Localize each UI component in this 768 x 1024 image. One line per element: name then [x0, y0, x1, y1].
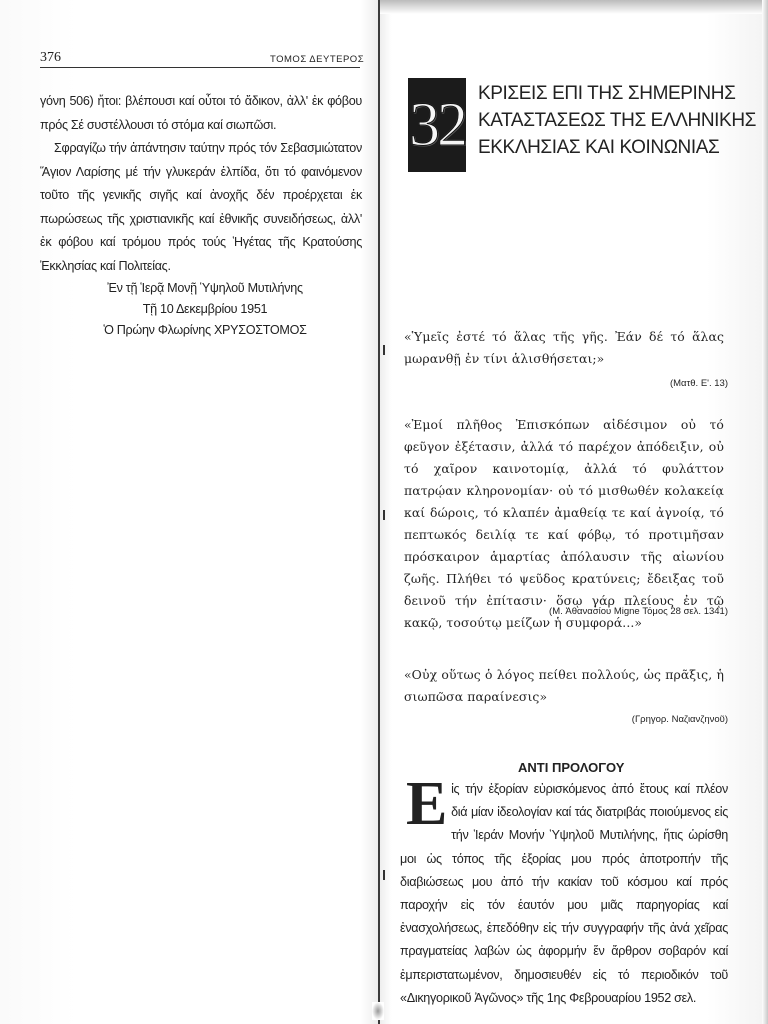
page-number: 376: [40, 50, 61, 65]
section-heading: ΑΝΤΙ ΠΡΟΛΟΓΟΥ: [518, 760, 625, 775]
signature-block: [90, 278, 320, 341]
signature-name: Ὁ Πρώην Φλωρίνης ΧΡΥΣΟΣΤΟΜΟΣ: [103, 323, 307, 337]
scan-smudge: [372, 1002, 384, 1020]
body-paragraph: ἰς τήν ἐξορίαν εὑρισκόμενος ἀπό ἔτους καί πλέον διά μίαν ἰδεολογίαν καί τάς διατριβάς ποιούμενος εἰς τήν Ἱεράν Μονήν Ὑψηλοῦ Μυτιλήνης, ἥτις ὡρίσθη μοι ὡς τόπος τῆς ἐξορίας μου πρός ἀποτροπήν τῆς διαβιώσεως μου ἀπό τήν κακίαν τοῦ κόσμου καί πρός παροχήν εἰς τόν ἑαυτόν μου μιᾶς παρηγορίας καί ἐνασχολήσεως, ἐπεδόθην εἰς τήν συγγραφήν τῆς ἀνά χεῖρας πραγματείας λαβών ὡς ἀφορμήν ἕν ἄρθρον σοβαρόν καί ἐμπεριστατωμένον, δημοσιευθέν εἰς τό περιοδικόν τοῦ «Δικηγορικοῦ Ἀγῶνος» τῆς 1ης Φεβρουαρίου 1952 σελ.: [400, 782, 728, 1005]
epigraph-quote-1: «Ὑμεῖς ἐστέ τό ἅλας τῆς γῆς. Ἐάν δέ τό ἅλας μωρανθῇ ἐν τίνι ἁλισθήσεται;»: [404, 329, 724, 366]
epigraph-cite-1: (Ματθ. Ε'. 13): [669, 378, 728, 389]
signature-date: Τῇ 10 Δεκεμβρίου 1951: [142, 302, 268, 316]
margin-mark: [383, 510, 385, 520]
signature-place: Ἐν τῇ Ἱερᾷ Μονῇ Ὑψηλοῦ Μυτιλήνης: [107, 281, 303, 295]
left-page-text: [40, 90, 362, 278]
epigraph-cite-3: (Γρηγορ. Ναζιανζηνοῦ): [631, 714, 728, 725]
paragraph-closing: Σφραγίζω τήν ἀπάντησιν ταύτην πρός τόν Σεβασμιώτατον Ἅγιον Λαρίσης μέ τήν γλυκεράν ἐλπίδα, ὅτι τό φαινόμενον τοῦτο τῆς γενικῆς σιγῆς καί ἀνοχῆς δέν προέρχεται ἐκ πωρώσεως τῆς χριστιανικῆς καί ἐθνικῆς συνειδήσεως, ἀλλ' ἐκ φόβου καί τρόμου πρός τούς Ἡγέτας τῆς Κρατούσης Ἐκκλησίας καί Πολιτείας.: [40, 141, 362, 273]
epigraph-cite-2: (Μ. Ἀθανασίου Migne Τόμος 28 σελ. 1341): [549, 606, 728, 617]
chapter-title-line: ΚΡΙΣΕΙΣ ΕΠΙ ΤΗΣ ΣΗΜΕΡΙΝΗΣ: [478, 83, 736, 104]
right-page-text: [400, 770, 728, 1010]
margin-mark: [383, 345, 385, 355]
margin-mark: [383, 870, 385, 880]
chapter-number-box: [408, 78, 466, 172]
page-edge-right: [762, 0, 768, 1024]
epigraph-quote-3: «Οὐχ οὕτως ὁ λόγος πείθει πολλούς, ὡς πρᾶξις, ἡ σιωπῶσα παραίνεσις»: [404, 667, 724, 704]
header-rule: [40, 67, 360, 68]
chapter-title-line: ΕΚΚΛΗΣΙΑΣ ΚΑΙ ΚΟΙΝΩΝΙΑΣ: [478, 137, 720, 158]
chapter-title: [478, 80, 756, 161]
chapter-number: 32: [409, 90, 465, 159]
epigraph-quote-2: «Ἐμοί πλῆθος Ἐπισκόπων αἰδέσιμον οὐ τό φεῦγον ἐξέτασιν, ἀλλά τό παρέχον ἀπόδειξιν, οὐ τό χαῖρον καινοτομίᾳ, ἀλλά τό φυλάττον πατρῴαν κληρονομίαν· οὐ τό μισθωθέν κολακείᾳ καί δώροις, τό κλαπέν ἀμαθείᾳ τε καί ἀγνοίᾳ, τό πεπτωκός δειλίᾳ τε καί φόβῳ, τό προτιμῆσαν πρόσκαιρον ἁμαρτίας ἀπόλαυσιν τῆς αἰωνίου ζωῆς. Πλήθει τό ψεῦδος κρατύνεις; ἔδειξας τοῦ δεινοῦ τήν ἐπίτασιν· ὅσῳ γάρ πλείους ἐν τῷ κακῷ, τοσούτῳ μείζων ἡ συμφορά...»: [404, 417, 724, 630]
book-gutter: [378, 0, 380, 1024]
drop-cap: Ε: [406, 770, 448, 838]
page-shadow-top: [380, 0, 768, 14]
running-head: ΤΟΜΟΣ ΔΕΥΤΕΡΟΣ: [270, 54, 365, 65]
chapter-title-line: ΚΑΤΑΣΤΑΣΕΩΣ ΤΗΣ ΕΛΛΗΝΙΚΗΣ: [478, 110, 756, 131]
paragraph-continuation: γόνη 506) ἤτοι: βλέπουσι καί οὗτοι τό ἄδικον, ἀλλ' ἐκ φόβου πρός Σέ συστέλλουσι τό στόμα καί σιωπῶσι.: [40, 94, 362, 132]
